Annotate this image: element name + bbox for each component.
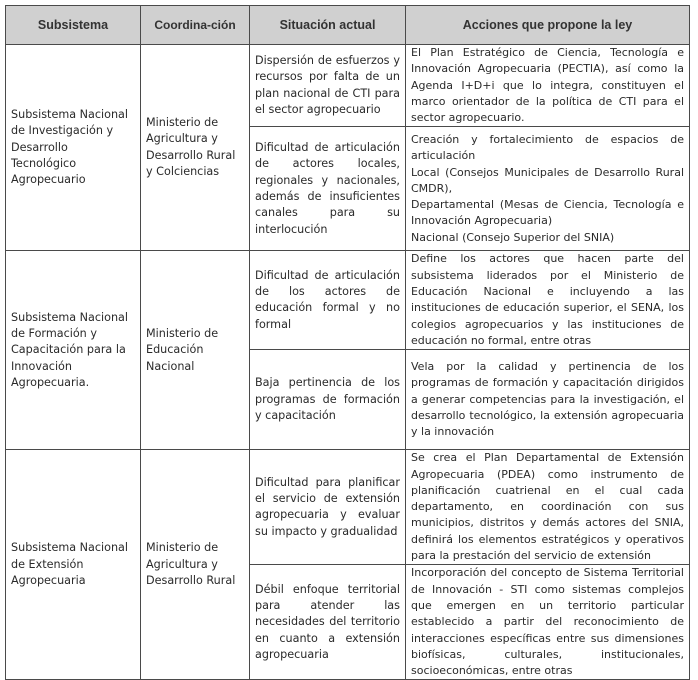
subsystem-name: Subsistema Nacional de Formación y Capacitación para la Innovación Agropecuaria. bbox=[6, 251, 141, 450]
current-situation-text: Dificultad para planificar el servicio de extensión agropecuaria y evaluar su impacto y gradualidad bbox=[255, 475, 400, 538]
proposed-action-text: El Plan Estratégico de Ciencia, Tecnología e Innovación Agropecuaria (PECTIA), así como la Agenda I+D+i que lo integra, constituyen el marco orientador de la política de CTI para el sector agropecuario. bbox=[411, 46, 684, 125]
subsystem-name: Subsistema Nacional de Extensión Agropecuaria bbox=[6, 450, 141, 680]
current-situation-text: Dificultad de articulación de actores locales, regionales y nacionales, además de insuficientes canales para su interlocución bbox=[255, 141, 400, 236]
proposed-action-text: Vela por la calidad y pertinencia de los programas de formación y capacitación dirigidos a generar competencias para la investigación, el desarrollo tecnológico, la extensión agropecuaria y la innovación bbox=[411, 360, 684, 439]
coordinating-entity: Ministerio de Educación Nacional bbox=[141, 251, 250, 450]
current-situation bbox=[250, 127, 406, 251]
current-situation bbox=[250, 565, 406, 680]
proposed-action-text: Define los actores que hacen parte del subsistema liderados por el Ministerio de Educación Nacional e incluyendo a las instituciones de educación superior, el SENA, los colegios agropecuarios y las instituciones de educación no formal, entre otras bbox=[411, 252, 684, 347]
header-subsistema: Subsistema bbox=[6, 6, 141, 45]
proposed-actions bbox=[406, 127, 690, 251]
proposed-actions bbox=[406, 251, 690, 350]
proposed-action-text: Incorporación del concepto de Sistema Territorial de Innovación - STI como sistemas complejos que emergen en un territorio particular establecido a partir del reconocimiento de interacciones específicas entre sus dimensiones biofísicas, culturales, institucionales, socioeconómicas, entre otras bbox=[411, 566, 684, 678]
current-situation bbox=[250, 251, 406, 350]
table-row bbox=[6, 45, 690, 127]
proposed-actions bbox=[406, 45, 690, 127]
current-situation-text: Dispersión de esfuerzos y recursos por falta de un plan nacional de CTI para el sector agropecuario bbox=[255, 54, 400, 117]
subsystem-name: Subsistema Nacional de Investigación y Desarrollo Tecnológico Agropecuario bbox=[6, 45, 141, 251]
proposed-action-text: Creación y fortalecimiento de espacios de articulación bbox=[411, 132, 684, 163]
header-situacion: Situación actual bbox=[250, 6, 406, 45]
table-row bbox=[6, 251, 690, 350]
proposed-actions bbox=[406, 350, 690, 450]
current-situation bbox=[250, 450, 406, 565]
header-row bbox=[6, 6, 690, 45]
header-acciones: Acciones que propone la ley bbox=[406, 6, 690, 45]
subsystems-table bbox=[5, 5, 690, 680]
table-row bbox=[6, 450, 690, 565]
proposed-action-text: Se crea el Plan Departamental de Extensión Agropecuaria (PDEA) como instrumento de planificación cuatrienal en el cual cada departamento, en coordinación con sus municipios, distritos y demás actores del SNIA, definirá los elementos estratégicos y operativos para la prestación del servicio de extensión bbox=[411, 451, 684, 563]
coordinating-entity: Ministerio de Agricultura y Desarrollo Rural bbox=[141, 450, 250, 680]
current-situation bbox=[250, 45, 406, 127]
proposed-action-text: Nacional (Consejo Superior del SNIA) bbox=[411, 230, 615, 244]
current-situation-text: Débil enfoque territorial para atender las necesidades del territorio en cuanto a extensión agropecuaria bbox=[255, 582, 400, 661]
current-situation-text: Baja pertinencia de los programas de formación y capacitación bbox=[255, 376, 400, 422]
proposed-action-text: Local (Consejos Municipales de Desarrollo Rural CMDR), bbox=[411, 165, 684, 195]
proposed-actions bbox=[406, 565, 690, 680]
proposed-actions bbox=[406, 450, 690, 565]
coordinating-entity: Ministerio de Agricultura y Desarrollo Rural y Colciencias bbox=[141, 45, 250, 251]
current-situation-text: Dificultad de articulación de los actores de educación formal y no formal bbox=[255, 268, 400, 331]
current-situation bbox=[250, 350, 406, 450]
header-coordinacion: Coordina-ción bbox=[141, 6, 250, 45]
proposed-action-text: Departamental (Mesas de Ciencia, Tecnología e Innovación Agropecuaria) bbox=[411, 198, 684, 228]
